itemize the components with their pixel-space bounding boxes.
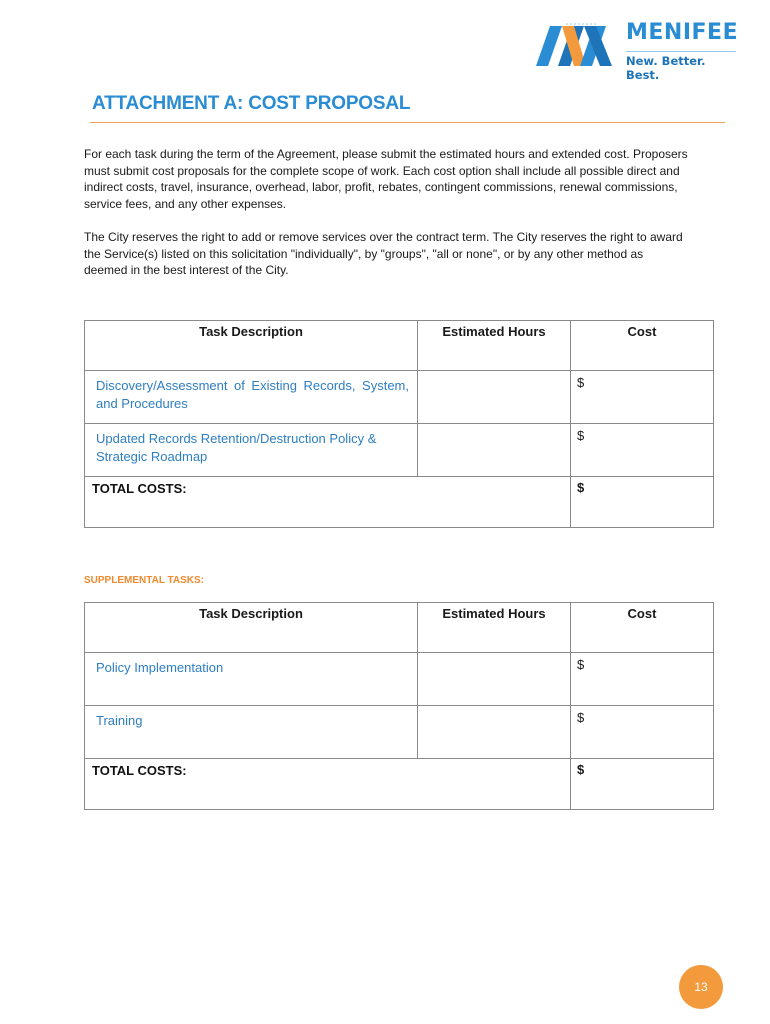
task-description-cell: Training bbox=[85, 706, 418, 759]
total-cost-cell[interactable]: $ bbox=[571, 477, 714, 528]
total-costs-label: TOTAL COSTS: bbox=[85, 477, 571, 528]
header-cost: Cost bbox=[571, 603, 714, 653]
estimated-hours-cell[interactable] bbox=[418, 424, 571, 477]
logo-name: MENIFEE bbox=[626, 20, 739, 45]
menifee-logo bbox=[536, 20, 741, 82]
supplemental-cost-table bbox=[84, 602, 714, 810]
table-row bbox=[85, 653, 714, 706]
estimated-hours-cell[interactable] bbox=[418, 653, 571, 706]
cost-cell[interactable]: $ bbox=[571, 653, 714, 706]
cost-table bbox=[84, 320, 714, 528]
logo-divider bbox=[626, 51, 736, 52]
total-row bbox=[85, 477, 714, 528]
cost-cell[interactable]: $ bbox=[571, 371, 714, 424]
menifee-logo-mark bbox=[536, 20, 620, 70]
table-header-row bbox=[85, 603, 714, 653]
supplemental-heading: SUPPLEMENTAL TASKS: bbox=[84, 575, 205, 586]
cost-cell[interactable]: $ bbox=[571, 424, 714, 477]
header-task-description: Task Description bbox=[85, 321, 418, 371]
table-header-row bbox=[85, 321, 714, 371]
estimated-hours-cell[interactable] bbox=[418, 371, 571, 424]
header-estimated-hours: Estimated Hours bbox=[418, 321, 571, 371]
table-row bbox=[85, 371, 714, 424]
estimated-hours-cell[interactable] bbox=[418, 706, 571, 759]
page-number-badge bbox=[679, 965, 723, 1009]
logo-tagline: New. Better. Best. bbox=[626, 54, 706, 82]
intro-paragraph: For each task during the term of the Agreement, please submit the estimated hours and extended cost. Proposers must submit cost proposals for the complete scope of work. Each cost option shall include all possible direct and indirect costs, travel, insurance, overhead, labor, profit, rebates, contingent commissions, renewal commissions, service fees, and any other expenses. bbox=[84, 147, 688, 212]
total-row bbox=[85, 759, 714, 810]
header-cost: Cost bbox=[571, 321, 714, 371]
page-number: 13 bbox=[694, 980, 708, 994]
table-row bbox=[85, 706, 714, 759]
header-estimated-hours: Estimated Hours bbox=[418, 603, 571, 653]
header-task-description: Task Description bbox=[85, 603, 418, 653]
reservation-paragraph: The City reserves the right to add or remove services over the contract term. The City reserves the right to award the Service(s) listed on this solicitation "individually", by "groups", "all or none", or by any other method as deemed in the best interest of the City. bbox=[84, 230, 683, 278]
task-description-cell: Updated Records Retention/Destruction Policy & Strategic Roadmap bbox=[85, 424, 418, 477]
table-row bbox=[85, 424, 714, 477]
cost-cell[interactable]: $ bbox=[571, 706, 714, 759]
task-description-cell: Policy Implementation bbox=[85, 653, 418, 706]
page-title: ATTACHMENT A: COST PROPOSAL bbox=[92, 93, 411, 114]
task-description-cell: Discovery/Assessment of Existing Records, System, and Procedures bbox=[85, 371, 418, 424]
title-divider bbox=[90, 122, 725, 123]
total-costs-label: TOTAL COSTS: bbox=[85, 759, 571, 810]
total-cost-cell[interactable]: $ bbox=[571, 759, 714, 810]
